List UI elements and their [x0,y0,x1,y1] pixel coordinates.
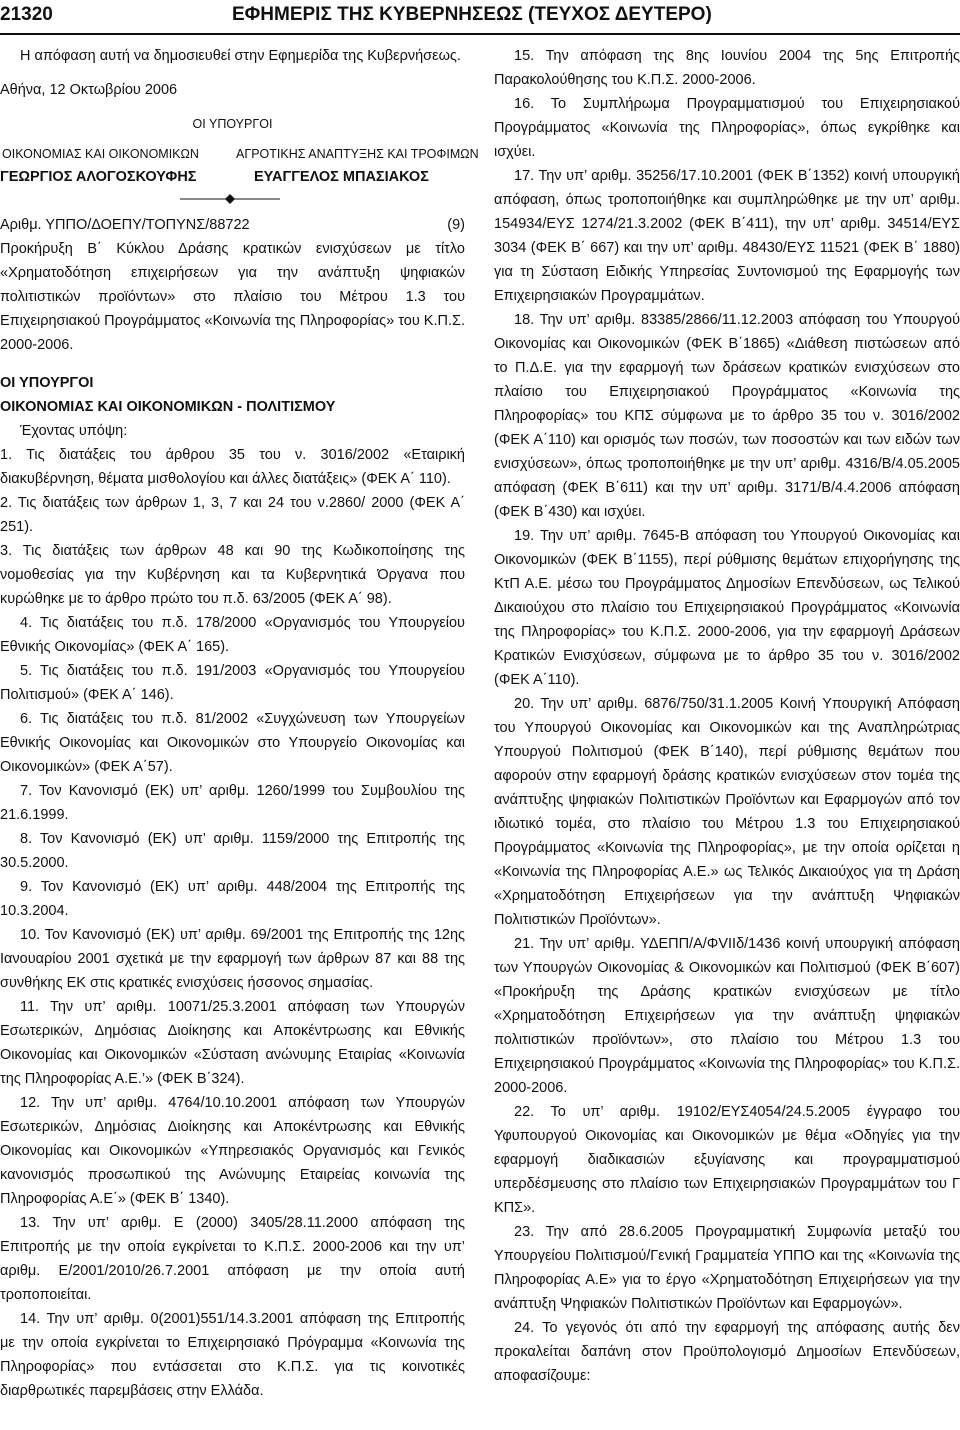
date-line: Αθήνα, 12 Οκτωβρίου 2006 [0,82,178,98]
list-item: 3. Τις διατάξεις των άρθρων 48 και 90 της Κωδικοποίησης της νομοθεσίας για την Κυβέρνηση και τα Κυβερνητικά Όργανα που κυρώθηκε με το άρθρο πρώτο του π.δ. 63/2005 (ΦΕΚ Α΄ 98). [0,543,465,607]
page-number: 21320 [0,4,53,25]
signatory-right: ΕΥΑΓΓΕΛΟΣ ΜΠΑΣΙΑΚΟΣ [254,169,429,185]
list-item: 8. Τον Κανονισμό (ΕΚ) υπ’ αριθμ. 1159/2000 της Επιτροπής της 30.5.2000. [0,831,465,871]
decision-title: Προκήρυξη Β΄ Κύκλου Δράσης κρατικών ενισχύσεων με τίτλο «Χρηματοδότηση επιχειρήσεων για την ανάπτυξη ψηφιακών πολιτιστικών προϊόντων» στο πλαίσιο του Μέτρου 1.3 του Επιχειρησιακού Προγράμματος «Κοινωνία της Πληροφορίας» του Κ.Π.Σ. 2000-2006. [0,241,465,353]
publication-note: Η απόφαση αυτή να δημοσιευθεί στην Εφημερίδα της Κυβερνήσεως. [20,48,461,64]
ministry-left: ΟΙΚΟΝΟΜΙΑΣ ΚΑΙ ΟΙΚΟΝΟΜΙΚΩΝ [2,147,199,161]
ministry-right: ΑΓΡΟΤΙΚΗΣ ΑΝΑΠΤΥΞΗΣ ΚΑΙ ΤΡΟΦΙΜΩΝ [236,147,479,161]
list-item: 17. Την υπ’ αριθμ. 35256/17.10.2001 (ΦΕΚ Β΄1352) κοινή υπουργική απόφαση, όπως τροποποιήθηκε και συμπληρώθηκε με την υπ’ αριθμ. 154934/ΕΥΣ 1274/21.3.2002 (ΦΕΚ Β΄411), την υπ’ αριθμ. 34514/ΕΥΣ 3034 (ΦΕΚ Β΄ 667) και την υπ’ αριθμ. 48430/ΕΥΣ 11521 (ΦΕΚ Β΄ 1880) για τη Σύσταση Ειδικής Υπηρεσίας Συντονισμού της Εφαρμογής των Επιχειρησιακών Προγραμμάτων. [494,168,960,304]
having-regard: Έχοντας υπόψη: [20,423,128,439]
list-item: 5. Τις διατάξεις του π.δ. 191/2003 «Οργανισμός του Υπουργείου Πολιτισμού» (ΦΕΚ Α΄ 146). [0,663,465,703]
left-column [0,44,479,1403]
list-item: 10. Τον Κανονισμό (ΕΚ) υπ’ αριθμ. 69/2001 της Επιτροπής της 12ης Ιανουαρίου 2001 σχετικά με την εφαρμογή των άρθρων 87 και 88 της συνθήκης ΕΚ στις κρατικές ενισχύσεις ήσσονος σημασίας. [0,927,465,991]
list-item: 11. Την υπ’ αριθμ. 10071/25.3.2001 απόφαση των Υπουργών Εσωτερικών, Δημόσιας Διοίκησης και Αποκέντρωσης και Εθνικής Οικονομίας και Οικονομικών «Σύσταση ανώνυμης Εταιρίας «Κοινωνία της Πληροφορίας Α.Ε.’» (ΦΕΚ Β΄324). [0,999,465,1087]
list-item: 14. Την υπ’ αριθμ. 0(2001)551/14.3.2001 απόφαση της Επιτροπής με την οποία εγκρίνεται το Επιχειρησιακό Πρόγραμμα «Κοινωνία της Πληροφορίας» που εντάσσεται στο Κ.Π.Σ. για τις κοινοτικές διαρθρωτικές παρεμβάσεις στην Ελλάδα. [0,1311,465,1399]
list-item: 19. Την υπ’ αριθμ. 7645-Β απόφαση του Υπουργού Οικονομίας και Οικονομικών (ΦΕΚ Β΄1155), περί ρύθμισης θεμάτων επιχορήγησης της ΚτΠ Α.Ε. μέσω του Προγράμματος Δημοσίων Επενδύσεων, ως Τελικού Δικαιούχου στο πλαίσιο του Επιχειρησιακού Προγράμματος «Κοινωνία της Πληροφορίας» του Κ.Π.Σ. 2000-2006, για την εφαρμογή Δράσεων Κρατικών Ενισχύσεων, σύμφωνα με το άρθρο 35 του ν. 3016/2002 (ΦΕΚ Α΄110). [494,528,960,688]
issuers-heading-1: ΟΙ ΥΠΟΥΡΓΟΙ [0,375,94,391]
ministers-heading: ΟΙ ΥΠΟΥΡΓΟΙ [192,117,273,131]
list-item: 21. Την υπ’ αριθμ. ΥΔΕΠΠ/Α/ΦVIIδ/1436 κοινή υπουργική απόφαση των Υπουργών Οικονομίας & Οικονομικών και Πολιτισμού (ΦΕΚ Β΄607) «Προκήρυξη της Δράσης κρατικών ενισχύσεων με τίτλο «Χρηματοδότηση Επιχειρήσεων για την ανάπτυξη ψηφιακών πολιτιστικών προϊόντων», στο πλαίσιο του Μέτρου 1.3 του Επιχειρησιακού Προγράμματος «Κοινωνία της Πληροφορίας» του Κ.Π.Σ. 2000-2006. [494,936,960,1096]
list-item: 9. Τον Κανονισμό (ΕΚ) υπ’ αριθμ. 448/2004 της Επιτροπής της 10.3.2004. [0,879,465,919]
list-item: 15. Την απόφαση της 8ης Ιουνίου 2004 της 5ης Επιτροπής Παρακολούθησης του Κ.Π.Σ. 2000-2006. [494,48,960,88]
signature-names [0,165,465,189]
list-item: 13. Την υπ’ αριθμ. Ε (2000) 3405/28.11.2000 απόφαση της Επιτροπής με την οποία εγκρίνεται το Κ.Π.Σ. 2000-2006 και την υπ’ αριθμ. Ε/2001/2010/26.7.2001 απόφαση με την οποία αυτή τροποποιείται. [0,1215,465,1303]
list-item: 2. Τις διατάξεις των άρθρων 1, 3, 7 και 24 του ν.2860/ 2000 (ΦΕΚ Α΄ 251). [0,495,465,535]
list-item: 1. Τις διατάξεις του άρθρου 35 του ν. 3016/2002 «Εταιρική διακυβέρνηση, θέματα μισθολογίου και άλλες διατάξεις» (ΦΕΚ Α΄ 110). [0,447,465,487]
list-item: 22. Το υπ’ αριθμ. 19102/ΕΥΣ4054/24.5.2005 έγγραφο του Υφυπουργού Οικονομίας και Οικονομικών με θέμα «Οδηγίες για την εφαρμογή διαδικασιών εξυγίανσης και προγραμματισμού υπερδέσμευσης στο πλαίσιο των Επιχειρησιακών Προγραμμάτων του Γ ΚΠΣ». [494,1104,960,1216]
diamond-separator-icon [180,193,280,205]
signatory-left: ΓΕΩΡΓΙΟΣ ΑΛΟΓΟΣΚΟΥΦΗΣ [0,169,197,185]
right-column [494,44,960,1388]
list-item: 7. Τον Κανονισμό (ΕΚ) υπ’ αριθμ. 1260/1999 του Συμβουλίου της 21.6.1999. [0,783,465,823]
page-header [0,0,960,36]
list-item: 6. Τις διατάξεις του π.δ. 81/2002 «Συγχώνευση των Υπουργείων Εθνικής Οικονομίας και Οικονομικών στο Υπουργείο Οικονομίας και Οικονομικών» (ΦΕΚ Α΄57). [0,711,465,775]
decision-number-row [0,213,465,237]
list-item: 12. Την υπ’ αριθμ. 4764/10.10.2001 απόφαση των Υπουργών Εσωτερικών, Δημόσιας Διοίκησης και Αποκέντρωσης και Εθνικής Οικονομίας και Οικονομικών «Υπηρεσιακός Οργανισμός και Γενικός κανονισμός προσωπικού της Ανώνυμης Εταιρείας κοινωνία της Πληροφορίας Α.Ε΄» (ΦΕΚ Β΄ 1340). [0,1095,465,1207]
list-item: 18. Την υπ’ αριθμ. 83385/2866/11.12.2003 απόφαση του Υπουργού Οικονομίας και Οικονομικών (ΦΕΚ Β΄1865) «Διάθεση πιστώσεων από το Π.Δ.Ε. για την εφαρμογή των δράσεων κρατικών ενισχύσεων στο πλαίσιο του Επιχειρησιακού Προγράμματος «Κοινωνία της Πληροφορίας» του ΚΠΣ σύμφωνα με το άρθρο 35 του ν. 3016/2002 (ΦΕΚ Α΄110) και ορισμός των ποσών, των ποσοστών και των ειδών των ενισχύσεων», όπως τροποποιήθηκε με την υπ’ αριθμ. 4316/Β/4.05.2005 απόφαση (ΦΕΚ Β΄611) και την υπ’ αριθμ. 3171/Β/4.4.2006 απόφαση (ΦΕΚ Β΄430) και ισχύει. [494,312,960,520]
list-item: 4. Τις διατάξεις του π.δ. 178/2000 «Οργανισμός του Υπουργείου Εθνικής Οικονομίας» (ΦΕΚ Α΄ 165). [0,615,465,655]
decision-number: Αριθμ. ΥΠΠΟ/ΔΟΕΠΥ/ΤΟΠΥΝΣ/88722 [0,217,250,233]
gazette-title: ΕΦΗΜΕΡΙΣ ΤΗΣ ΚΥΒΕΡΝΗΣΕΩΣ (ΤΕΥΧΟΣ ΔΕΥΤΕΡΟ) [232,4,712,25]
list-item: 20. Την υπ’ αριθμ. 6876/750/31.1.2005 Κοινή Υπουργική Απόφαση του Υπουργού Οικονομίας και Οικονομικών και της Αναπληρώτριας Υπουργού Πολιτισμού (ΦΕΚ Β΄140), περί ρύθμισης θεμάτων που αφορούν στην εφαρμογή δράσης κρατικών ενισχύσεων στον τομέα της ανάπτυξης ψηφιακών Πολιτιστικών Προϊόντων και Εφαρμογών από τον ιδιωτικό τομέα, στο πλαίσιο του Μέτρου 1.3 του Επιχειρησιακού Προγράμματος «Κοινωνία της Πληροφορίας», με την οποία ορίζεται η «Κοινωνία της Πληροφορίας Α.Ε.» ως Τελικός Δικαιούχος για τη Δράση «Χρηματοδότηση Επιχειρήσεων για την ανάπτυξη Ψηφιακών Πολιτιστικών Προϊόντων». [494,696,960,928]
header-rule [0,33,960,35]
signature-ministries [0,142,479,165]
list-item: 23. Την από 28.6.2005 Προγραμματική Συμφωνία μεταξύ του Υπουργείου Πολιτισμού/Γενική Γραμματεία ΥΠΠΟ και της «Κοινωνία της Πληροφορίας Α.Ε» για το έργο «Χρηματοδότηση Επιχειρήσεων για την ανάπτυξη Ψηφιακών Πολιτιστικών Προϊόντων και Εφαρμογών». [494,1224,960,1312]
list-item: 16. Το Συμπλήρωμα Προγραμματισμού του Επιχειρησιακού Προγράμματος «Κοινωνία της Πληροφορίας», όπως εγκρίθηκε και ισχύει. [494,96,960,160]
decision-ref: (9) [447,217,465,233]
section-separator [0,189,465,213]
list-item: 24. Το γεγονός ότι από την εφαρμογή της απόφασης αυτής δεν προκαλείται δαπάνη στον Προϋπολογισμό Δημοσίων Επενδύσεων, αποφασίζουμε: [494,1320,960,1384]
issuers-heading-2: ΟΙΚΟΝΟΜΙΑΣ ΚΑΙ ΟΙΚΟΝΟΜΙΚΩΝ - ΠΟΛΙΤΙΣΜΟΥ [0,399,336,415]
